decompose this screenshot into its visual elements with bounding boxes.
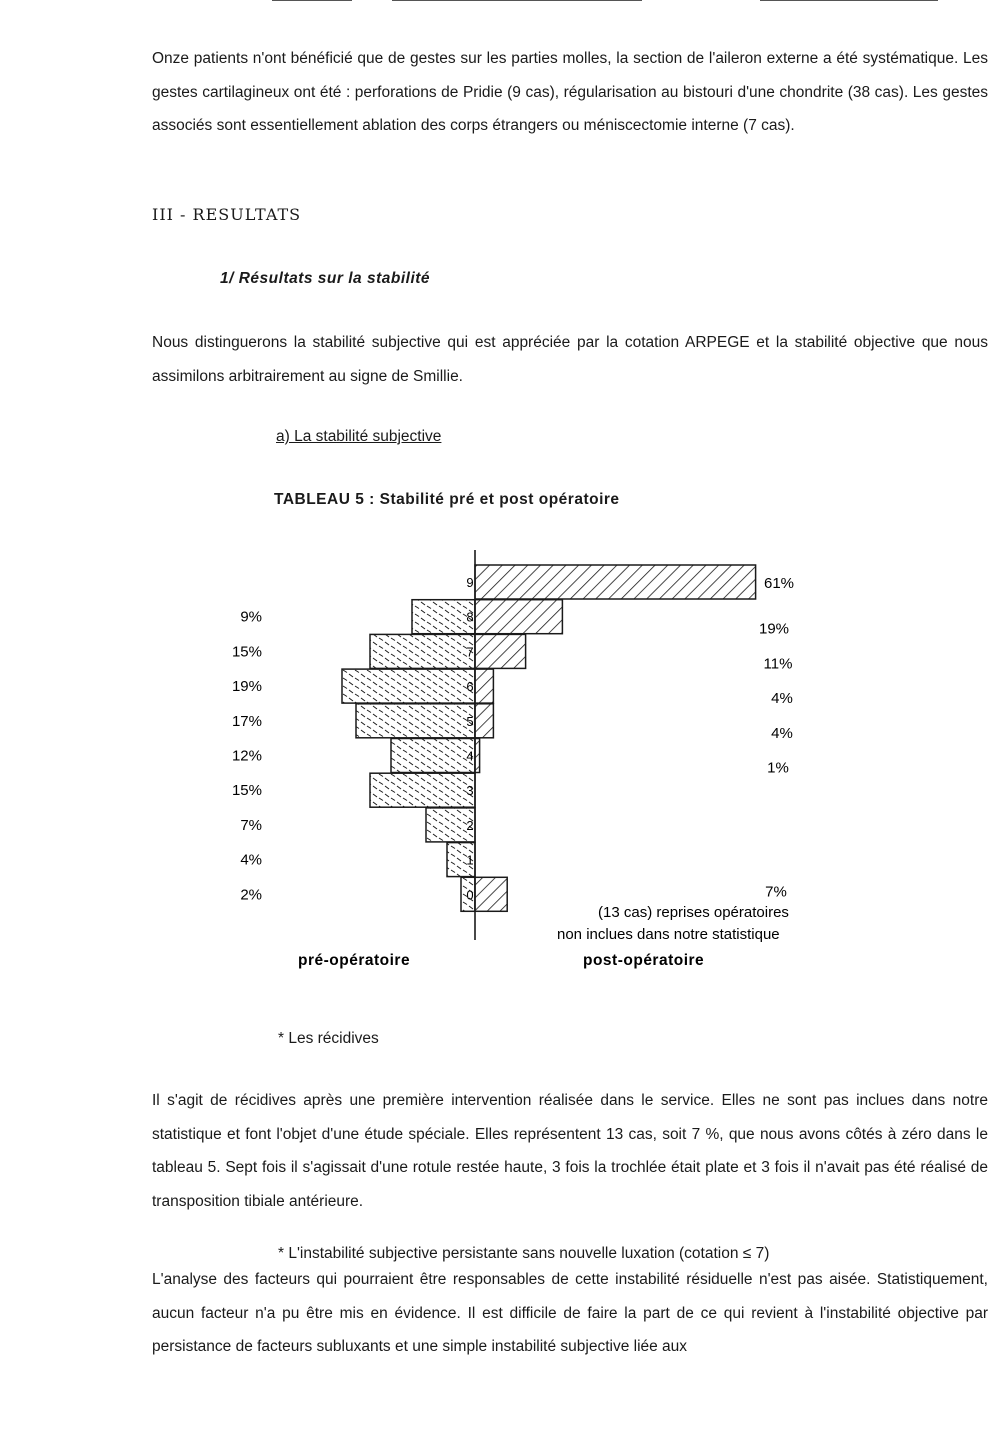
bar-post-6: [475, 669, 493, 703]
category-label-1: 1: [466, 852, 474, 868]
bar-pre-5: [356, 704, 475, 738]
category-label-6: 6: [466, 679, 474, 695]
subheading-subjective: a) La stabilité subjective: [276, 428, 442, 445]
bar-post-5: [475, 704, 493, 738]
bar-post-8: [475, 600, 562, 634]
category-label-2: 2: [466, 817, 474, 833]
labels-pre-operative: [232, 609, 262, 904]
label-post-7: 11%: [763, 655, 793, 673]
label-post-0: 7%: [765, 883, 787, 901]
paragraph-recidives: Il s'agit de récidives après une première intervention réalisée dans le service. Elles ne sont pas inclues dans notre statistique et font l'objet d'une étude spéciale. Elles représentent 13 cas, soit 7 %, que nous avons côtés à zéro dans le tableau 5. Sept fois il s'agissait d'une rotule restée haute, 3 fois la trochlée était plate et 3 fois il n'avait pas été réalisé de transposition tibiale antérieure.: [152, 1092, 988, 1210]
label-pre-3: 15%: [231, 782, 262, 800]
category-label-9: 9: [466, 575, 474, 590]
pyramid-chart: [0, 545, 995, 975]
category-label-7: 7: [466, 644, 474, 660]
label-post-9: 61%: [764, 575, 795, 592]
label-pre-4: 12%: [231, 747, 262, 765]
top-rule-left: [272, 0, 352, 1]
label-pre-0: 2%: [240, 886, 262, 904]
bar-post-0: [475, 877, 507, 911]
paragraph-analysis: L'analyse des facteurs qui pourraient être responsables de cette instabilité résiduelle n'est pas aisée. Statistiquement, aucun facteur n'a pu être mis en évidence. Il est difficile de faire la part de ce qui revient à l'instabilité objective par persistance de facteurs subluxants et une simple instabilité subjective liée aux: [152, 1271, 988, 1355]
top-rule-mid: [392, 0, 642, 1]
label-pre-6: 19%: [231, 678, 262, 696]
bullet-instability: * L'instabilité subjective persistante sans nouvelle luxation (cotation ≤ 7): [278, 1245, 770, 1262]
bars-post-operative: [475, 565, 756, 911]
category-label-4: 4: [466, 748, 474, 764]
bar-pre-6: [342, 669, 475, 703]
bar-pre-4: [391, 739, 475, 773]
annotation-line-1: (13 cas) reprises opératoires: [598, 904, 789, 921]
label-pre-7: 15%: [231, 643, 262, 661]
paragraph-stability: Nous distinguerons la stabilité subjective qui est appréciée par la cotation ARPEGE et la stabilité objective que nous assimilons arbitrairement au signe de Smillie.: [152, 334, 988, 385]
bullet-recidives: * Les récidives: [278, 1030, 379, 1047]
category-label-3: 3: [466, 783, 474, 799]
label-post-8: 19%: [758, 620, 790, 638]
label-pre-2: 7%: [240, 816, 262, 834]
bar-pre-3: [370, 773, 475, 807]
bar-pre-7: [370, 634, 475, 668]
label-post-5: 4%: [771, 724, 793, 742]
label-post-6: 4%: [771, 690, 793, 708]
labels-post-operative: [759, 575, 794, 900]
bars-pre-operative: [342, 600, 475, 912]
annotation-line-2: non inclues dans notre statistique: [557, 926, 780, 943]
section-heading: III - RESULTATS: [152, 205, 302, 224]
bar-post-9: [475, 565, 756, 599]
bar-post-7: [475, 634, 526, 668]
label-pre-8: 9%: [240, 608, 262, 626]
category-label-8: 8: [466, 609, 474, 625]
table-title: TABLEAU 5 : Stabilité pré et post opératoire: [274, 491, 620, 508]
label-pre-5: 17%: [231, 712, 262, 730]
category-label-0: 0: [466, 887, 474, 903]
label-post-4: 1%: [767, 759, 789, 777]
label-pre-1: 4%: [240, 851, 262, 869]
series-name-pre: pré-opératoire: [298, 952, 411, 969]
subsection-heading: 1/ Résultats sur la stabilité: [220, 270, 431, 287]
top-rule-right: [760, 0, 938, 1]
series-name-post: post-opératoire: [583, 952, 705, 969]
category-label-5: 5: [466, 713, 474, 729]
paragraph-intro: Onze patients n'ont bénéficié que de gestes sur les parties molles, la section de l'aileron externe a été systématique. Les gestes cartilagineux ont été : perforations de Pridie (9 cas), régularisation au bistouri d'une chondrite (38 cas). Les gestes associés sont essentiellement ablation des corps étrangers ou méniscectomie interne (7 cas).: [152, 50, 988, 134]
